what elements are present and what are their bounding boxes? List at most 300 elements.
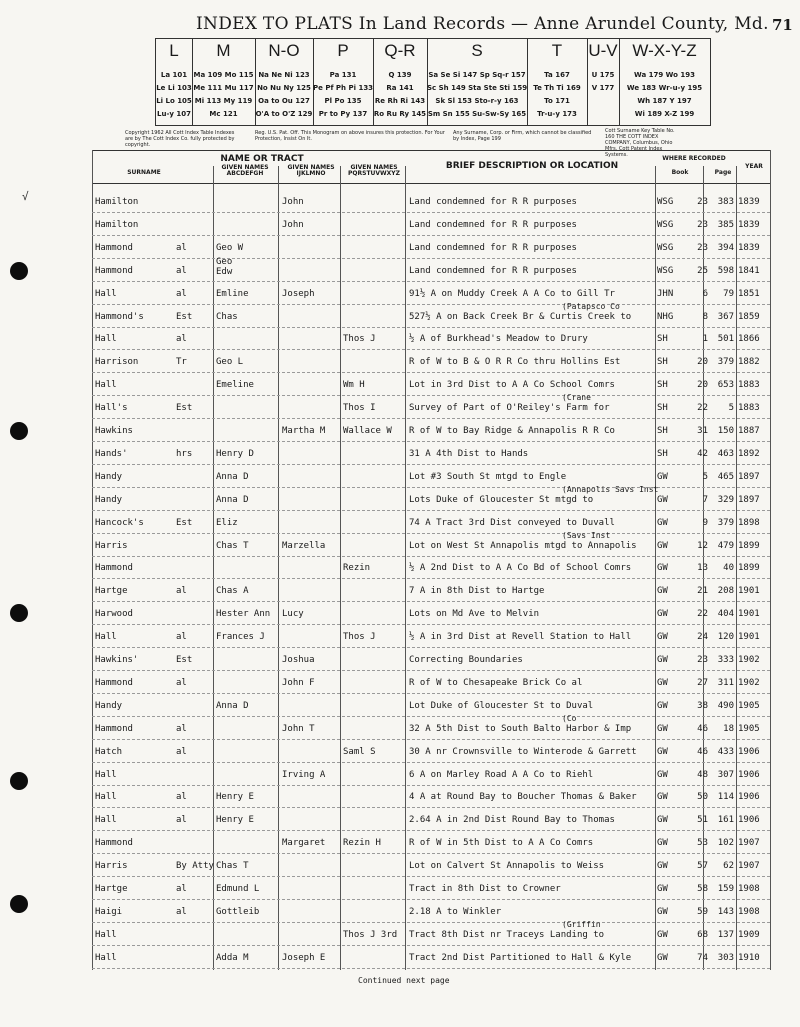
letter-tab-entry: Ma 109 Mo 115: [193, 71, 254, 79]
index-row: [92, 900, 770, 923]
row-year: 1905: [738, 723, 760, 734]
row-desc: 2.18 A to Winkler: [409, 906, 502, 917]
row-page: 653: [717, 380, 734, 391]
letter-tab-heading: M: [216, 41, 231, 60]
row-book: GW: [657, 517, 668, 528]
row-qual: al: [176, 723, 187, 734]
row-g1: Henry E: [216, 792, 254, 803]
row-page: 385: [717, 219, 734, 230]
row-page: 404: [717, 609, 734, 620]
letter-tab-entry: Ro Ru Ry 145: [373, 110, 427, 118]
index-row: [92, 648, 770, 671]
row-g2: Martha M: [282, 426, 326, 436]
row-year: 1897: [738, 494, 760, 505]
row-page: 311: [717, 677, 734, 688]
row-year: 1905: [738, 700, 760, 711]
row-book: GW: [657, 861, 668, 872]
row-g2: John T: [282, 723, 315, 734]
row-page: 114: [717, 792, 734, 803]
row-page: 150: [717, 426, 734, 436]
row-page: 333: [717, 655, 734, 665]
row-surname: Hammond: [95, 265, 133, 276]
index-row: [92, 713, 770, 740]
row-surname: Hatch: [95, 746, 123, 757]
row-page: 383: [717, 197, 734, 207]
row-book: GW: [657, 609, 668, 620]
binder-hole-icon: [10, 422, 28, 440]
row-desc: Lot Duke of Gloucester St to Duval: [409, 700, 594, 711]
row-book: NHG: [657, 311, 674, 322]
index-row: [92, 511, 770, 534]
row-qual: Est: [176, 311, 193, 322]
letter-tab-entry: Re Rh Ri 143: [374, 97, 426, 105]
row-year: 1841: [738, 265, 760, 276]
letter-tab-entry: V 177: [591, 84, 615, 92]
row-vol: 6: [702, 288, 708, 299]
row-page: 120: [717, 632, 734, 643]
letter-tab-entry: Wa 179 Wo 193: [633, 71, 695, 79]
row-vol: 46: [697, 746, 708, 757]
row-book: GW: [657, 586, 668, 597]
row-g1: Geo L: [216, 357, 244, 368]
row-g1: Geo W: [216, 242, 244, 253]
row-vol: 68: [697, 929, 708, 940]
row-vol: 46: [697, 723, 708, 734]
row-qual: al: [176, 884, 187, 894]
row-desc: 527½ A on Back Creek Br & Curtis Creek to: [409, 311, 632, 322]
row-g1: Henry D: [216, 448, 254, 459]
row-g3: Thos I: [343, 403, 376, 414]
row-year: 1901: [738, 632, 760, 643]
row-g1: Chas A: [216, 586, 249, 597]
row-year: 1859: [738, 311, 760, 322]
row-g1: Anna D: [216, 700, 249, 711]
letter-tab-entry: Pe Pf Ph Pi 133: [313, 84, 374, 92]
row-page: 463: [717, 448, 734, 459]
row-year: 1908: [738, 906, 760, 917]
row-surname: Harris: [95, 861, 128, 872]
row-surname: Hall: [95, 815, 117, 826]
letter-tab-entry: Sk Sl 153 Sto-r-y 163: [435, 97, 519, 105]
letter-tab: [427, 39, 528, 125]
letter-tab-entry: Le Li 103: [156, 84, 192, 92]
copyright-note: Copyright 1962 All Cott Index Table Indexes are by The Cott Index Co. fully protected by copyright.: [125, 130, 235, 148]
row-page: 18: [723, 723, 734, 734]
row-vol: 23: [697, 219, 708, 230]
index-row: [92, 373, 770, 396]
row-desc: R of W to B & O R R Co thru Hollins Est: [409, 357, 621, 368]
row-desc-continuation: (Co: [562, 713, 577, 723]
row-vol: 31: [697, 426, 708, 436]
row-qual: al: [176, 746, 187, 757]
row-vol: 22: [697, 403, 708, 414]
letter-tab-entry: We 183 Wr-u-y 195: [626, 84, 703, 92]
row-book: SH: [657, 426, 668, 436]
row-desc: ½ A 2nd Dist to A A Co Bd of School Comrs: [409, 563, 632, 574]
row-vol: 1: [702, 334, 708, 345]
row-qual: hrs: [176, 448, 193, 459]
row-g1: Chas T: [216, 540, 249, 551]
row-surname: Hamilton: [95, 219, 139, 230]
letter-tab-entry: Tr-u-y 173: [537, 110, 577, 118]
letter-tab-entry: Li Lo 105: [156, 97, 192, 105]
row-year: 1851: [738, 288, 760, 299]
row-desc: R of W to Chesapeake Brick Co al: [409, 677, 583, 688]
row-desc: Lots Duke of Gloucester St mtgd to: [409, 494, 594, 505]
row-g2: John: [282, 219, 304, 230]
row-book: GW: [657, 723, 668, 734]
row-desc: R of W in 5th Dist to A A Co Comrs: [409, 838, 594, 849]
row-vol: 23: [697, 242, 708, 253]
row-qual: Est: [176, 403, 193, 414]
row-page: 379: [717, 517, 734, 528]
row-year: 1882: [738, 357, 760, 368]
row-year: 1902: [738, 677, 760, 688]
letter-tab-entry: Sm Sn 155 Su-Sw-Sy 165: [427, 110, 527, 118]
letter-tab-entry: To 171: [544, 97, 570, 105]
row-year: 1907: [738, 861, 760, 872]
letter-tab-entry: Ta 167: [544, 71, 570, 79]
row-page: 161: [717, 815, 734, 826]
row-desc: Tract in 8th Dist to Crowner: [409, 884, 561, 894]
row-year: 1901: [738, 609, 760, 620]
row-year: 1899: [738, 540, 760, 551]
row-qual: By Atty: [176, 861, 214, 872]
row-surname: Hall: [95, 288, 117, 299]
row-desc: 6 A on Marley Road A A Co to Riehl: [409, 769, 594, 780]
row-page: 303: [717, 952, 734, 963]
row-surname: Haigi: [95, 906, 123, 917]
row-year: 1897: [738, 471, 760, 482]
binder-hole-icon: [10, 604, 28, 622]
index-row: [92, 579, 770, 602]
row-g1: Gottleib: [216, 906, 260, 917]
row-vol: 23: [697, 197, 708, 207]
row-desc-continuation: (Patapsco Co: [562, 301, 620, 311]
row-book: SH: [657, 448, 668, 459]
index-row: [92, 854, 770, 877]
letter-tab-entry: Mc 121: [209, 110, 238, 118]
row-page: 137: [717, 929, 734, 940]
row-year: 1910: [738, 952, 760, 963]
given-names-a-h-heading: GIVEN NAMES ABCDEFGH: [221, 164, 269, 177]
row-year: 1907: [738, 838, 760, 849]
row-g3: Rezin H: [343, 838, 381, 849]
row-book: GW: [657, 677, 668, 688]
row-vol: 27: [697, 677, 708, 688]
row-g1: Chas T: [216, 861, 249, 872]
letter-tab-entry: U 175: [591, 71, 615, 79]
row-surname: Hammond: [95, 838, 133, 849]
letter-tab-heading: P: [337, 41, 349, 60]
page-title: INDEX TO PLATS In Land Records — Anne Arundel County, Md.: [196, 14, 769, 34]
row-g2: Marzella: [282, 540, 326, 551]
row-surname: Hammond: [95, 723, 133, 734]
row-book: GW: [657, 792, 668, 803]
company-note: Cott Surname Key Table No. 160 THE COTT INDEX COMPANY, Columbus, Ohio Mfrs. Cott Patent Index Systems.: [605, 128, 675, 158]
row-g1: Hester Ann: [216, 609, 271, 620]
row-g2: Lucy: [282, 609, 304, 620]
index-row: [92, 282, 770, 305]
row-year: 1887: [738, 426, 760, 436]
row-book: GW: [657, 838, 668, 849]
row-desc: Lot #3 South St mtgd to Engle: [409, 471, 567, 482]
row-surname: Harris: [95, 540, 128, 551]
row-book: JHN: [657, 288, 674, 299]
row-surname: Hands': [95, 448, 128, 459]
row-surname: Hall's: [95, 403, 128, 414]
row-page: 159: [717, 884, 734, 894]
row-year: 1908: [738, 884, 760, 894]
index-row: [92, 465, 770, 488]
row-vol: 13: [697, 563, 708, 574]
row-page: 598: [717, 265, 734, 276]
index-row: [92, 419, 770, 442]
row-g2: Irving A: [282, 769, 326, 780]
row-vol: 20: [697, 380, 708, 391]
row-surname: Hamilton: [95, 197, 139, 207]
row-vol: 58: [697, 884, 708, 894]
page-number: 71: [772, 16, 793, 34]
continued-note: Continued next page: [358, 976, 450, 985]
row-desc: Tract 2nd Dist Partitioned to Hall & Kyle: [409, 952, 632, 963]
letter-tab-entry: Sc Sh 149 Sta Ste Sti 159: [427, 84, 528, 92]
binder-hole-icon: [10, 262, 28, 280]
margin-check-mark: √: [22, 190, 29, 203]
row-g3: Saml S: [343, 746, 376, 757]
row-desc: R of W to Bay Ridge & Annapolis R R Co: [409, 426, 615, 436]
row-year: 1839: [738, 219, 760, 230]
index-row: [92, 236, 770, 259]
row-book: WSG: [657, 242, 674, 253]
row-year: 1906: [738, 746, 760, 757]
row-desc: 31 A 4th Dist to Hands: [409, 448, 529, 459]
row-g1: Geo Edw: [216, 256, 233, 277]
row-year: 1898: [738, 517, 760, 528]
letter-tab-heading: Q-R: [384, 41, 416, 60]
surname-note: Any Surname, Corp. or Firm, which cannot be classified by Index, Page 199: [453, 130, 592, 142]
row-vol: 25: [697, 265, 708, 276]
row-book: GW: [657, 769, 668, 780]
row-desc-continuation: (Annapolis Savs Inst: [562, 484, 659, 494]
row-desc: Land condemned for R R purposes: [409, 197, 577, 207]
row-g1: Henry E: [216, 815, 254, 826]
letter-tab-heading: T: [551, 41, 563, 60]
row-book: GW: [657, 632, 668, 643]
letter-tab-entry: No Nu Ny 125: [257, 84, 311, 92]
row-vol: 51: [697, 815, 708, 826]
row-g3: Wm H: [343, 380, 365, 391]
row-surname: Hammond's: [95, 311, 144, 322]
index-row: [92, 877, 770, 900]
row-page: 367: [717, 311, 734, 322]
letter-tab-entry: Ra 141: [386, 84, 414, 92]
row-book: GW: [657, 929, 668, 940]
letter-index-tabs: [155, 38, 711, 126]
row-page: 307: [717, 769, 734, 780]
surname-heading: SURNAME: [127, 169, 161, 176]
row-qual: al: [176, 815, 187, 826]
row-desc: Survey of Part of O'Reiley's Farm for: [409, 403, 610, 414]
row-qual: al: [176, 586, 187, 597]
row-book: WSG: [657, 219, 674, 230]
row-qual: al: [176, 242, 187, 253]
row-page: 433: [717, 746, 734, 757]
row-book: GW: [657, 700, 668, 711]
index-row: [92, 190, 770, 213]
row-desc: 74 A Tract 3rd Dist conveyed to Duvall: [409, 517, 615, 528]
letter-tab-entry: Pl Po 135: [324, 97, 362, 105]
row-vol: 74: [697, 952, 708, 963]
letter-tab-entry: Wi 189 X-Z 199: [634, 110, 695, 118]
row-book: GW: [657, 952, 668, 963]
letter-tab-entry: Me 111 Mu 117: [193, 84, 254, 92]
row-g2: Joseph: [282, 288, 315, 299]
letter-tab-entry: Na Ne Ni 123: [258, 71, 310, 79]
row-qual: Est: [176, 655, 193, 665]
row-year: 1892: [738, 448, 760, 459]
row-year: 1883: [738, 380, 760, 391]
row-page: 143: [717, 906, 734, 917]
row-page: 40: [723, 563, 734, 574]
row-desc: Lot in 3rd Dist to A A Co School Comrs: [409, 380, 615, 391]
index-row: [92, 301, 770, 328]
index-row: [92, 831, 770, 854]
row-year: 1906: [738, 792, 760, 803]
row-vol: 50: [697, 792, 708, 803]
row-year: 1906: [738, 815, 760, 826]
row-g2: John: [282, 197, 304, 207]
index-row: [92, 213, 770, 236]
index-row: [92, 694, 770, 717]
row-surname: Hammond: [95, 563, 133, 574]
row-surname: Hartge: [95, 884, 128, 894]
row-desc: 32 A 5th Dist to South Balto Harbor & Imp: [409, 723, 632, 734]
row-vol: 21: [697, 586, 708, 597]
row-book: GW: [657, 906, 668, 917]
row-surname: Hall: [95, 380, 117, 391]
row-qual: al: [176, 265, 187, 276]
letter-tab: [373, 39, 428, 125]
row-book: GW: [657, 746, 668, 757]
row-qual: Est: [176, 517, 193, 528]
index-row: [92, 740, 770, 763]
row-qual: al: [176, 288, 187, 299]
row-surname: Hawkins': [95, 655, 139, 665]
row-g2: John F: [282, 677, 315, 688]
row-g1: Adda M: [216, 952, 249, 963]
row-g3: Rezin: [343, 563, 371, 574]
row-qual: al: [176, 906, 187, 917]
letter-tab: [313, 39, 374, 125]
book-heading: Book: [671, 169, 689, 176]
row-surname: Handy: [95, 700, 123, 711]
row-g3: Thos J 3rd: [343, 929, 398, 940]
row-desc-continuation: (Griffin: [562, 919, 601, 929]
row-g1: Anna D: [216, 494, 249, 505]
row-g3: Wallace W: [343, 426, 392, 436]
letter-tab-heading: W-X-Y-Z: [632, 41, 697, 60]
trademark-note: Reg. U.S. Pat. Off. This Monogram on above insures this protection. For Your Protection, Insist On It.: [255, 130, 445, 142]
row-book: WSG: [657, 197, 674, 207]
row-book: WSG: [657, 265, 674, 276]
row-vol: 42: [697, 448, 708, 459]
row-g3: Thos J: [343, 632, 376, 643]
letter-tab: [156, 39, 193, 125]
row-book: SH: [657, 357, 668, 368]
row-surname: Hall: [95, 929, 117, 940]
row-page: 5: [728, 403, 734, 414]
row-desc: 7 A in 8th Dist to Hartge: [409, 586, 545, 597]
row-year: 1906: [738, 769, 760, 780]
row-desc: Lot on West St Annapolis mtgd to Annapolis: [409, 540, 637, 551]
row-g2: Margaret: [282, 838, 326, 849]
row-qual: Tr: [176, 357, 187, 368]
column-header: [92, 150, 770, 184]
row-year: 1866: [738, 334, 760, 345]
letter-tab-entry: Te Th Ti 169: [533, 84, 581, 92]
row-page: 329: [717, 494, 734, 505]
row-qual: al: [176, 677, 187, 688]
row-g1: Chas: [216, 311, 238, 322]
row-surname: Hawkins: [95, 426, 133, 436]
index-row: [92, 671, 770, 694]
row-page: 501: [717, 334, 734, 345]
row-vol: 53: [697, 838, 708, 849]
given-names-p-z-heading: GIVEN NAMES PQRSTUVWXYZ: [348, 164, 400, 177]
letter-tab-entry: Mi 113 My 119: [194, 97, 253, 105]
row-book: GW: [657, 540, 668, 551]
row-year: 1899: [738, 563, 760, 574]
row-book: GW: [657, 471, 668, 482]
row-vol: 38: [697, 700, 708, 711]
row-desc: Lots on Md Ave to Melvin: [409, 609, 540, 620]
letter-tab-entry: La 101: [160, 71, 188, 79]
row-year: 1901: [738, 586, 760, 597]
index-row: [92, 556, 770, 579]
page-heading: Page: [714, 169, 732, 176]
row-book: GW: [657, 563, 668, 574]
row-vol: 23: [697, 655, 708, 665]
index-row: [92, 393, 770, 419]
letter-tab: [255, 39, 314, 125]
row-page: 79: [723, 288, 734, 299]
row-g1: Eliz: [216, 517, 238, 528]
row-year: 1839: [738, 242, 760, 253]
name-or-tract-heading: NAME OR TRACT: [220, 154, 304, 164]
row-g1: Edmund L: [216, 884, 260, 894]
letter-tab-heading: U-V: [588, 41, 618, 60]
row-surname: Hammond: [95, 677, 133, 688]
row-page: 479: [717, 540, 734, 551]
letter-tab-heading: S: [471, 41, 483, 60]
row-page: 465: [717, 471, 734, 482]
letter-tab: [587, 39, 620, 125]
index-row: [92, 763, 770, 786]
row-vol: 57: [697, 861, 708, 872]
row-desc: ½ A of Burkhead's Meadow to Drury: [409, 334, 588, 345]
row-g3: Thos J: [343, 334, 376, 345]
row-book: GW: [657, 815, 668, 826]
letter-tab-entry: Oa to Ou 127: [258, 97, 310, 105]
row-g1: Emeline: [216, 380, 254, 391]
row-page: 62: [723, 861, 734, 872]
row-desc: 91½ A on Muddy Creek A A Co to Gill Tr: [409, 288, 615, 299]
given-names-i-o-heading: GIVEN NAMES IJKLMNO: [287, 164, 335, 177]
row-book: SH: [657, 403, 668, 414]
row-desc: Correcting Boundaries: [409, 655, 523, 665]
row-surname: Hall: [95, 632, 117, 643]
